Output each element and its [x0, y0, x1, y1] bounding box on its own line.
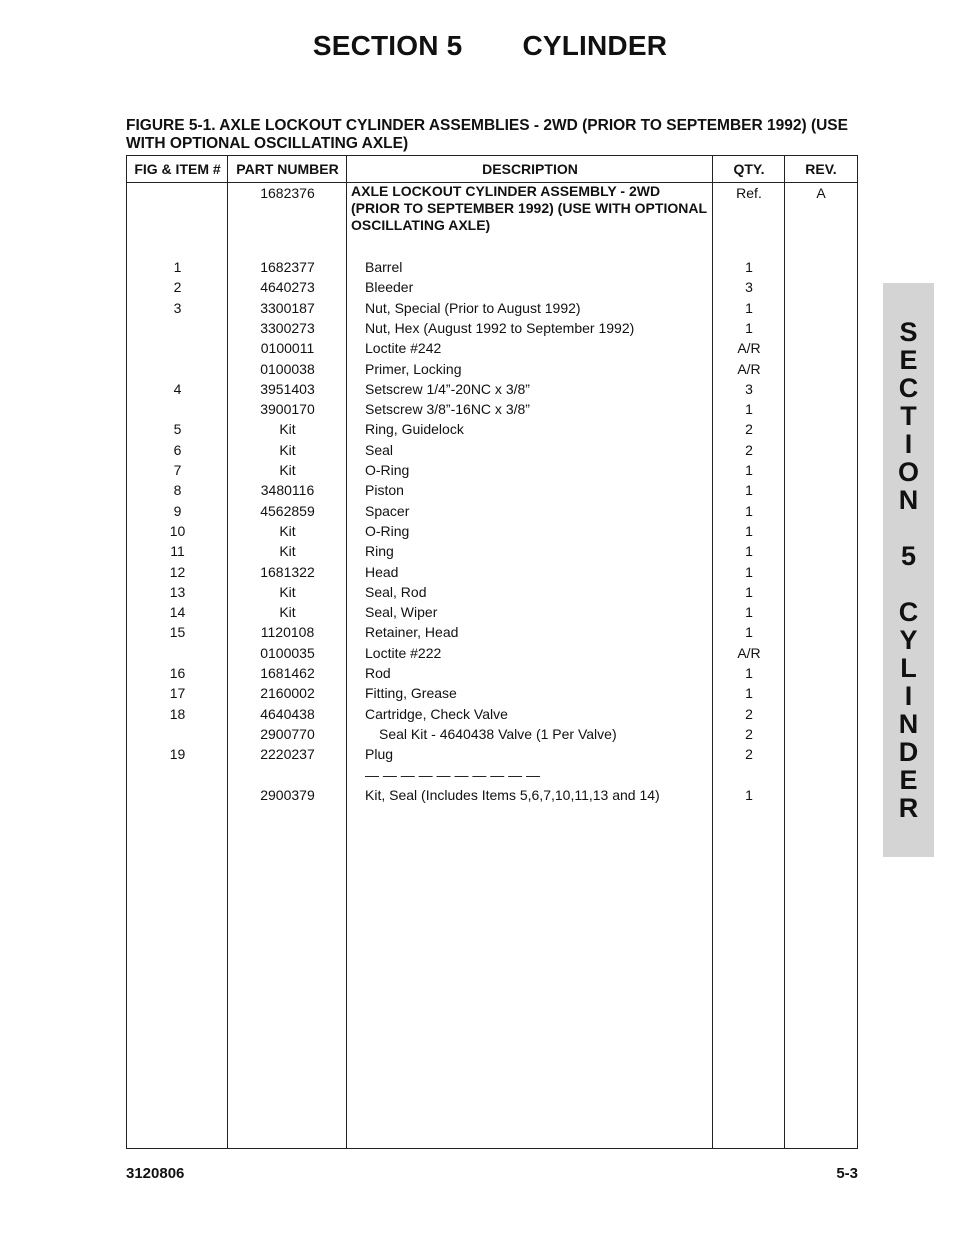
section-name: CYLINDER [522, 30, 668, 61]
fig-item: 8 [173, 482, 182, 499]
description: Rod [365, 665, 391, 681]
part-number: 3900170 [260, 401, 315, 418]
part-number: Kit [279, 421, 296, 438]
assembly-description: AXLE LOCKOUT CYLINDER ASSEMBLY - 2WD (PRIOR TO SEPTEMBER 1992) (USE WITH OPTIONAL OSCILLATING AXLE) [351, 183, 707, 233]
description: — — — — — — — — — — [365, 766, 541, 783]
side-tab-letter: Y [899, 625, 918, 655]
col-rev: REV. [805, 161, 837, 177]
description: Ring [365, 543, 394, 560]
table-row [127, 663, 857, 683]
side-tab-letter: D [898, 737, 919, 767]
qty: 1 [745, 563, 753, 580]
side-tab-letter: R [898, 793, 919, 823]
fig-item: 14 [169, 604, 186, 621]
qty: 1 [745, 604, 753, 621]
qty: 1 [745, 482, 753, 499]
side-tab-letter: E [899, 345, 918, 375]
fig-item: 17 [169, 685, 186, 702]
description: Cartridge, Check Valve [365, 705, 508, 722]
description: Plug [365, 746, 394, 763]
qty: 1 [745, 502, 753, 519]
table-row [127, 460, 857, 480]
description: Fitting, Grease [365, 685, 457, 702]
qty: 2 [745, 705, 753, 722]
qty: 1 [745, 319, 753, 336]
table-row [127, 704, 857, 724]
description: Seal, Rod [365, 583, 427, 600]
fig-item: 18 [169, 705, 186, 722]
description: Setscrew 3/8”-16NC x 3/8” [365, 401, 530, 418]
assembly-part-number: 1682376 [260, 185, 315, 201]
part-number: 4640438 [260, 705, 315, 722]
description: Nut, Hex (August 1992 to September 1992) [365, 319, 635, 336]
part-number: Kit [279, 441, 296, 458]
table-row [127, 359, 857, 379]
col-part-number: PART NUMBER [236, 161, 339, 177]
fig-item: 12 [169, 563, 186, 580]
part-number: 3951403 [260, 380, 315, 397]
figure-title: FIGURE 5-1. AXLE LOCKOUT CYLINDER ASSEMBLIES - 2WD (PRIOR TO SEPTEMBER 1992) (USE WITH OPTIONAL OSCILLATING AXLE) [126, 117, 848, 152]
part-number: 3480116 [260, 482, 315, 499]
doc-number: 3120806 [126, 1165, 185, 1182]
table-row [127, 683, 857, 703]
side-tab-letter: L [900, 653, 917, 683]
table-header [127, 156, 857, 183]
part-number: 2220237 [260, 746, 315, 763]
part-number: 4640273 [260, 279, 315, 296]
qty: A/R [737, 340, 761, 357]
side-tab-letter: I [904, 429, 913, 459]
part-number: 3300273 [260, 319, 315, 336]
part-number: 1681462 [260, 665, 315, 681]
table-row [127, 643, 857, 663]
table-row [127, 785, 857, 805]
fig-item: 16 [169, 665, 186, 681]
assembly-rev: A [816, 185, 826, 201]
side-tab-letter: O [897, 457, 919, 487]
table-row [127, 277, 857, 297]
fig-item: 15 [169, 624, 186, 641]
page-title [0, 30, 954, 62]
col-fig-item: FIG & ITEM # [134, 161, 221, 177]
qty: 1 [745, 543, 753, 560]
part-number: 1120108 [260, 624, 315, 641]
fig-item: 9 [173, 502, 182, 519]
qty: 1 [745, 462, 753, 478]
qty: 2 [745, 746, 753, 763]
qty: A/R [737, 644, 761, 661]
part-number: 4562859 [260, 502, 315, 519]
fig-item: 10 [169, 522, 186, 539]
fig-item: 13 [169, 583, 186, 600]
description: Piston [365, 482, 404, 499]
part-number: 2160002 [260, 685, 315, 702]
description: Loctite #222 [365, 644, 442, 661]
description: Nut, Special (Prior to August 1992) [365, 299, 581, 316]
qty: 2 [745, 725, 753, 742]
description: Spacer [365, 502, 410, 519]
table-row [127, 480, 857, 500]
part-number: 3300187 [260, 299, 315, 316]
table-row [127, 521, 857, 541]
table-row [127, 541, 857, 561]
part-number: Kit [279, 604, 296, 621]
part-number: Kit [279, 522, 296, 539]
description: Seal Kit - 4640438 Valve (1 Per Valve) [379, 725, 617, 742]
table-row [127, 724, 857, 744]
parts-table [126, 155, 858, 1149]
description: Loctite #242 [365, 340, 442, 357]
page-number: 5-3 [836, 1165, 858, 1182]
fig-item: 1 [173, 259, 182, 275]
qty: 1 [745, 401, 753, 418]
part-number: Kit [279, 543, 296, 560]
qty: 1 [745, 299, 753, 316]
fig-item: 2 [173, 279, 182, 296]
table-row [127, 338, 857, 358]
description: Bleeder [365, 279, 414, 296]
side-tab-letter: C [898, 373, 919, 403]
fig-item: 3 [173, 299, 182, 316]
table-row [127, 622, 857, 642]
fig-item: 5 [173, 421, 182, 438]
fig-item: 11 [170, 543, 185, 560]
description: Seal [365, 441, 394, 458]
table-row [127, 440, 857, 460]
table-row [127, 744, 857, 764]
description: Setscrew 1/4”-20NC x 3/8” [365, 380, 530, 397]
side-tab-letter: E [899, 765, 918, 795]
side-tab-letter: 5 [900, 541, 917, 571]
table-row [127, 419, 857, 439]
col-description: DESCRIPTION [482, 161, 578, 177]
side-tab-letter: C [898, 597, 919, 627]
part-number: 1681322 [260, 563, 315, 580]
fig-item: 19 [169, 746, 186, 763]
qty: 1 [745, 624, 753, 641]
table-row [127, 602, 857, 622]
description: Head [365, 563, 399, 580]
description: Primer, Locking [365, 360, 462, 377]
qty: 1 [745, 259, 753, 275]
description: O-Ring [365, 462, 410, 478]
side-tab-letter: I [904, 681, 913, 711]
qty: A/R [737, 360, 761, 377]
side-tab-letter: N [898, 709, 919, 739]
qty: 2 [745, 421, 753, 438]
table-row [127, 318, 857, 338]
section-side-tab [883, 283, 934, 857]
table-row [127, 501, 857, 521]
side-tab-letter: T [900, 401, 917, 431]
qty: 1 [745, 665, 753, 681]
description: Retainer, Head [365, 624, 459, 641]
part-number: Kit [279, 462, 296, 478]
qty: 1 [745, 685, 753, 702]
qty: 3 [745, 279, 753, 296]
table-row [127, 562, 857, 582]
fig-item: 4 [173, 380, 182, 397]
fig-item: 6 [173, 441, 182, 458]
description: Kit, Seal (Includes Items 5,6,7,10,11,13 and 14) [365, 786, 660, 803]
qty: 1 [745, 786, 753, 803]
qty: 1 [745, 583, 753, 600]
part-number: 0100035 [260, 644, 315, 661]
col-qty: QTY. [733, 161, 765, 177]
table-row [127, 765, 857, 785]
description: O-Ring [365, 522, 410, 539]
table-row [127, 379, 857, 399]
table-row [127, 257, 857, 277]
qty: 1 [745, 522, 753, 539]
table-row [127, 399, 857, 419]
part-number: 2900379 [260, 786, 315, 803]
description: Seal, Wiper [365, 604, 438, 621]
side-tab-letter: N [898, 485, 919, 515]
assembly-qty: Ref. [736, 185, 762, 201]
part-number: 2900770 [260, 725, 315, 742]
part-number: Kit [279, 583, 296, 600]
part-number: 0100011 [260, 340, 315, 357]
description: Ring, Guidelock [365, 421, 464, 438]
part-number: 1682377 [260, 259, 315, 275]
description: Barrel [365, 259, 403, 275]
section-label: SECTION 5 [312, 30, 463, 61]
table-row [127, 582, 857, 602]
part-number: 0100038 [260, 360, 315, 377]
side-tab-letter: S [899, 317, 918, 347]
table-row [127, 298, 857, 318]
qty: 2 [745, 441, 753, 458]
fig-item: 7 [173, 462, 182, 478]
qty: 3 [745, 380, 753, 397]
